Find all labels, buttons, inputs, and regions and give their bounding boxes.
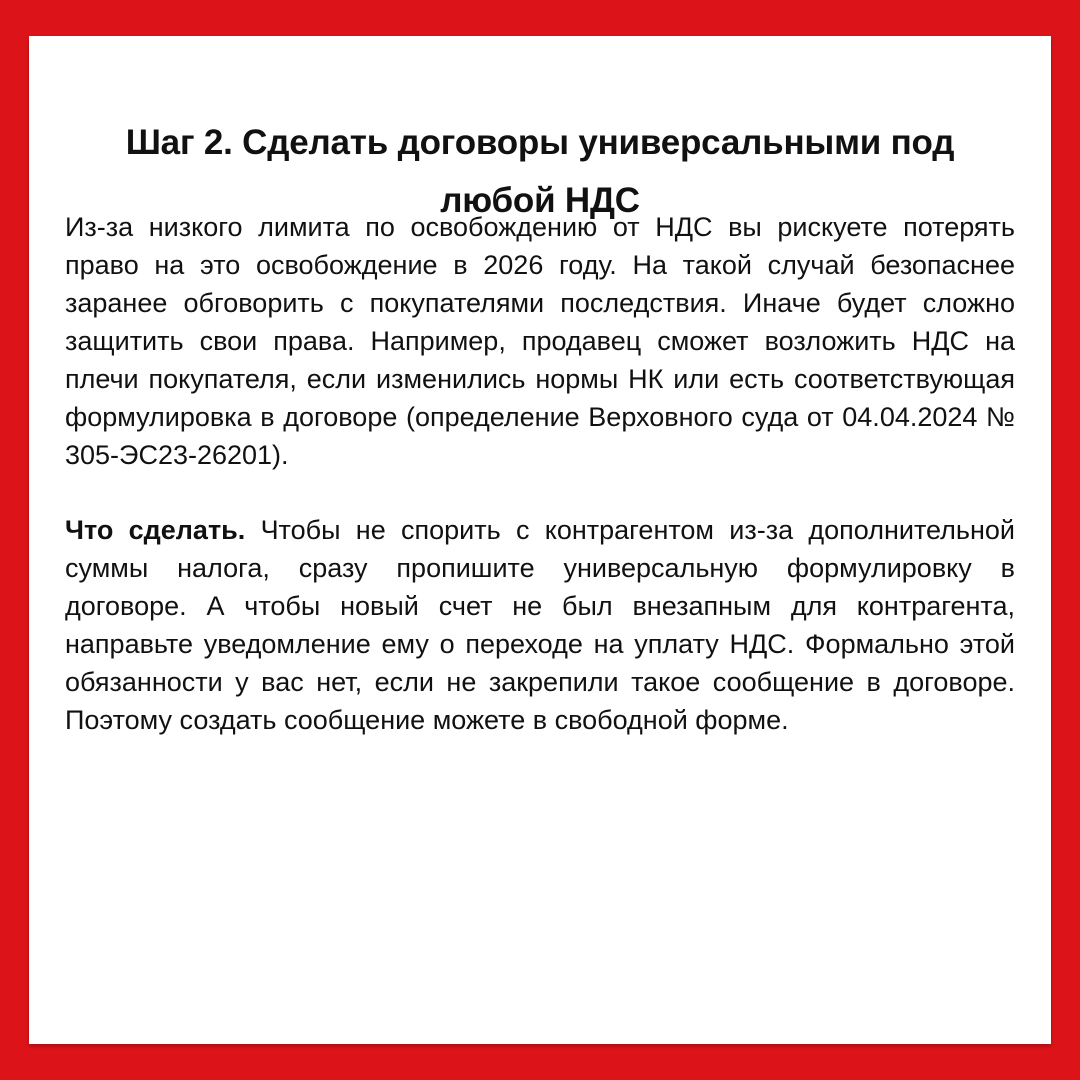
page-title: Шаг 2. Сделать договоры универсальными под любой НДС <box>125 123 955 220</box>
what-to-do-lead: Что сделать. <box>65 515 246 545</box>
content-card <box>29 36 1051 1044</box>
what-to-do-body: Чтобы не спорить с контрагентом из-за дополнительной суммы налога, сразу пропишите универсальную формулировку в договоре. А чтобы новый счет не был внезапным для контрагента, направьте уведомление ему о переходе на уплату НДС. Формально этой обязанности у вас нет, если не закрепили такое сообщение в договоре. Поэтому создать сообщение можете в свободной форме. <box>65 515 1015 735</box>
paragraph-what-to-do <box>65 511 1015 739</box>
paragraph-risk: Из-за низкого лимита по освобождению от НДС вы рискуете потерять право на это освобождение в 2026 году. На такой случай безопаснее заранее обговорить с покупателями последствия. Иначе будет сложно защитить свои права. Например, продавец сможет возложить НДС на плечи покупателя, если изменились нормы НК или есть соответствующая формулировка в договоре (определение Верховного суда от 04.04.2024 № 305-ЭС23-26201). <box>65 212 1015 470</box>
